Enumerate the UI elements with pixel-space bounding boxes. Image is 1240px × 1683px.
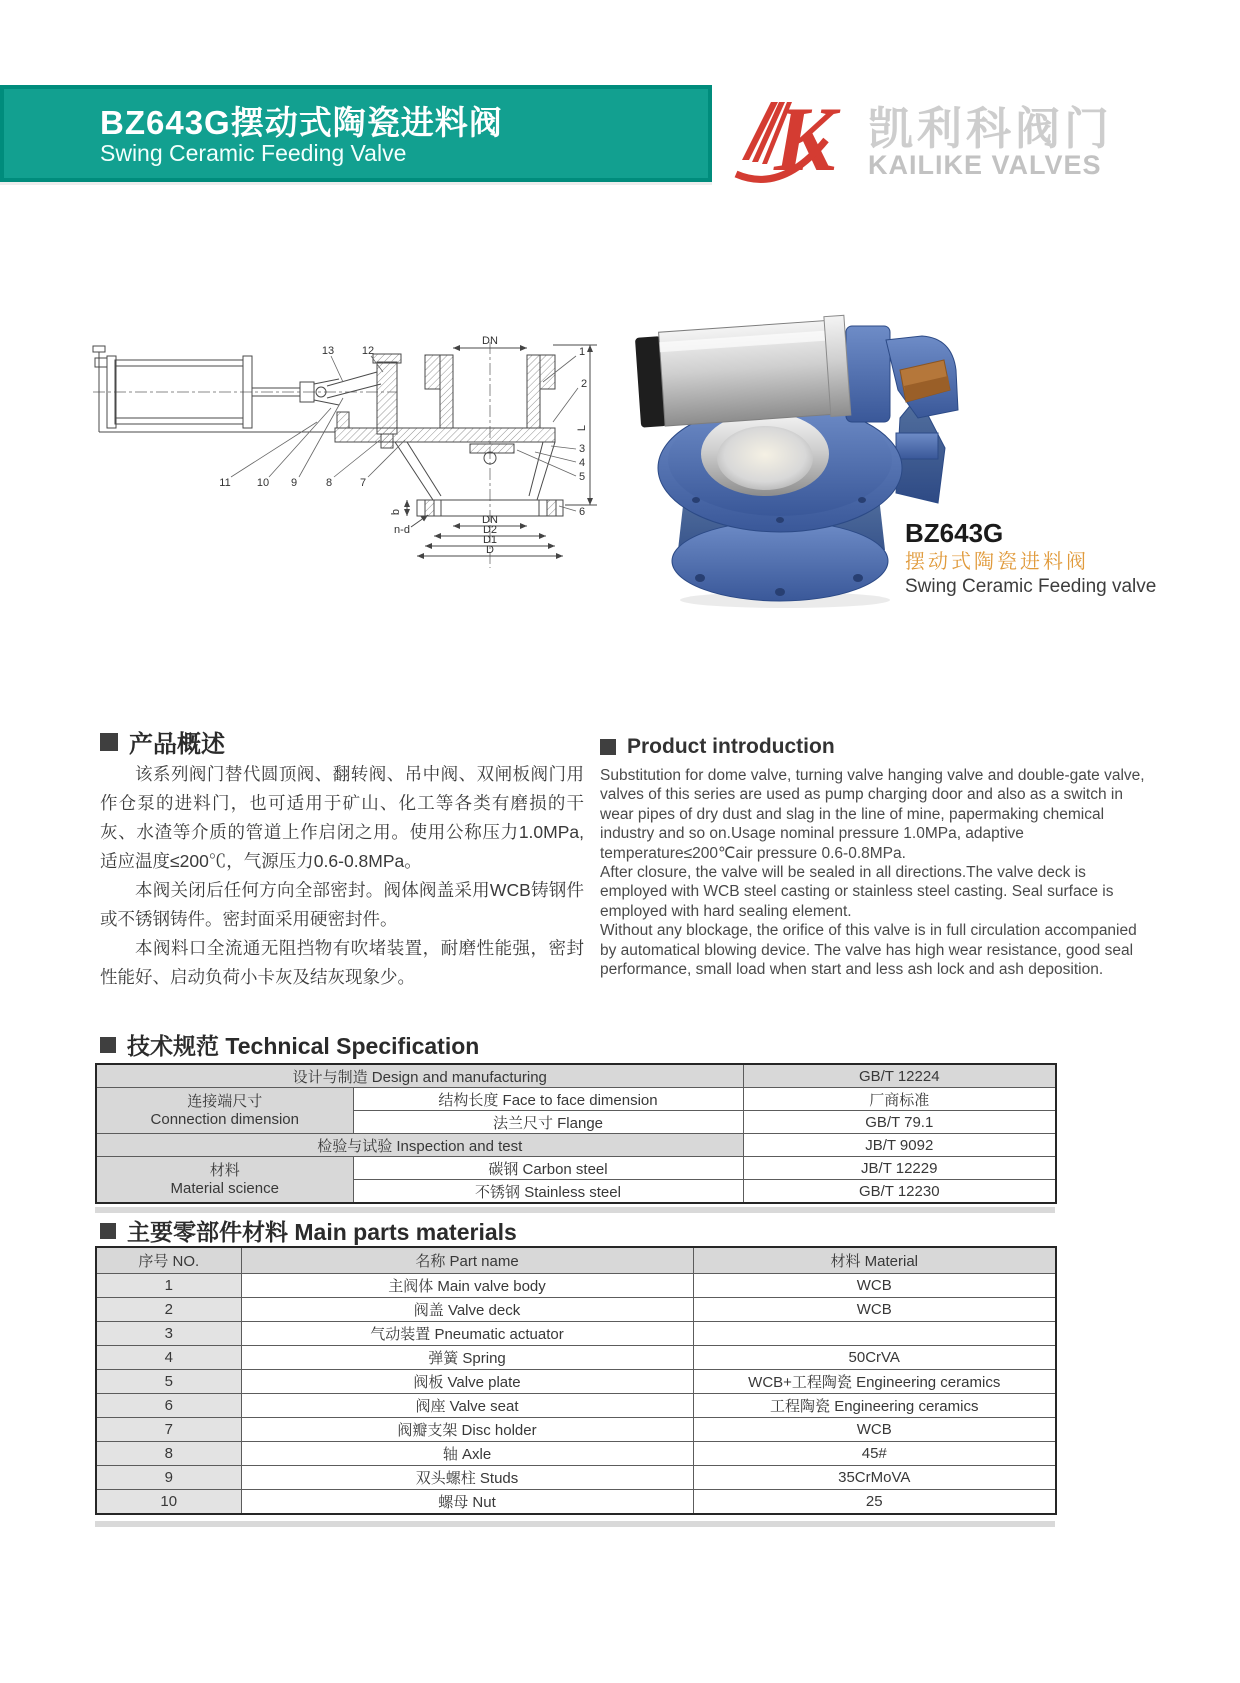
introduction-title: Product introduction xyxy=(627,735,835,758)
tech-spec-title: 技术规范 Technical Specification xyxy=(127,1033,480,1059)
overview-paragraph: 本阀关闭后任何方向全部密封。阀体阀盖采用WCB铸钢件或不锈钢铸件。密封面采用硬密封件。 xyxy=(100,880,584,929)
spec-material-label-en: Material science xyxy=(170,1179,279,1197)
part-material xyxy=(693,1322,1056,1346)
dim-dn-bottom: DN xyxy=(482,514,498,526)
part-no: 3 xyxy=(96,1322,241,1346)
part-no: 5 xyxy=(96,1370,241,1394)
part-no: 1 xyxy=(96,1274,241,1298)
spec-flange-value: GB/T 79.1 xyxy=(743,1111,1056,1134)
spec-inspection-label: 检验与试验 Inspection and test xyxy=(96,1134,743,1157)
introduction-text xyxy=(600,766,1156,979)
part-name: 阀座 Valve seat xyxy=(241,1394,693,1418)
table-header-row xyxy=(96,1247,1056,1274)
dim-n-d: n-d xyxy=(394,524,410,536)
part-material: WCB xyxy=(693,1418,1056,1442)
table-row xyxy=(96,1418,1056,1442)
part-material: WCB xyxy=(693,1298,1056,1322)
part-name: 阀瓣支架 Disc holder xyxy=(241,1418,693,1442)
part-name: 主阀体 Main valve body xyxy=(241,1274,693,1298)
introduction-paragraph: Without any blockage, the orifice of this valve is in full circulation accompanied by automatical blowing device. The valve has high wear resistance, good seal performance, small load when start and less ash lock and ash deposition. xyxy=(600,922,1137,979)
photo-caption xyxy=(905,520,1156,596)
svg-text:K: K xyxy=(774,88,836,190)
section-header-overview xyxy=(100,724,225,759)
part-name: 弹簧 Spring xyxy=(241,1346,693,1370)
tech-spec-table xyxy=(95,1063,1057,1204)
part-material: 工程陶瓷 Engineering ceramics xyxy=(693,1394,1056,1418)
page-title: BZ643G摆动式陶瓷进料阀 xyxy=(100,104,503,141)
part-no: 7 xyxy=(96,1418,241,1442)
spec-inspection-value: JB/T 9092 xyxy=(743,1134,1056,1157)
part-name: 双头螺柱 Studs xyxy=(241,1466,693,1490)
dim-dn-top: DN xyxy=(482,335,498,347)
table-row xyxy=(96,1394,1056,1418)
part-material: 25 xyxy=(693,1490,1056,1515)
table-row xyxy=(96,1322,1056,1346)
spec-face-label: 结构长度 Face to face dimension xyxy=(353,1088,743,1111)
table-row xyxy=(96,1466,1056,1490)
overview-paragraph: 本阀料口全流通无阻挡物有吹堵装置，耐磨性能强，密封性能好、启动负荷小卡灰及结灰现象少。 xyxy=(100,938,584,987)
spec-carbon-label: 碳钢 Carbon steel xyxy=(353,1157,743,1180)
spec-flange-label: 法兰尺寸 Flange xyxy=(353,1111,743,1134)
table-shadow xyxy=(95,1521,1055,1527)
part-name: 轴 Axle xyxy=(241,1442,693,1466)
section-square-icon xyxy=(100,1223,116,1239)
parts-table xyxy=(95,1246,1057,1515)
spec-design-value: GB/T 12224 xyxy=(743,1064,1056,1088)
table-shadow xyxy=(95,1207,1055,1213)
part-no: 4 xyxy=(96,1346,241,1370)
spec-connection-label-en: Connection dimension xyxy=(150,1110,299,1128)
section-header-parts xyxy=(100,1214,517,1247)
part-material: WCB+工程陶瓷 Engineering ceramics xyxy=(693,1370,1056,1394)
table-row xyxy=(96,1088,1056,1111)
dim-d2: D2 xyxy=(482,524,498,536)
drawing-callout-7: 7 xyxy=(359,477,367,489)
drawing-callout-3: 3 xyxy=(578,443,586,455)
part-no: 2 xyxy=(96,1298,241,1322)
part-name: 螺母 Nut xyxy=(241,1490,693,1515)
parts-header-no: 序号 NO. xyxy=(96,1247,241,1274)
table-row xyxy=(96,1274,1056,1298)
part-no: 10 xyxy=(96,1490,241,1515)
photo-model-label: BZ643G xyxy=(905,518,1004,548)
kailike-logo-icon xyxy=(722,88,854,197)
table-row xyxy=(96,1442,1056,1466)
part-no: 8 xyxy=(96,1442,241,1466)
parts-header-material: 材料 Material xyxy=(693,1247,1056,1274)
dim-d: D xyxy=(486,544,494,556)
technical-drawing xyxy=(85,300,605,590)
drawing-callout-2: 2 xyxy=(580,378,588,390)
part-material: 50CrVA xyxy=(693,1346,1056,1370)
part-no: 9 xyxy=(96,1466,241,1490)
spec-stainless-label: 不锈钢 Stainless steel xyxy=(353,1180,743,1204)
photo-caption-zh: 摆动式陶瓷进料阀 xyxy=(905,551,1089,573)
drawing-callout-13: 13 xyxy=(321,345,335,357)
table-row xyxy=(96,1064,1056,1088)
drawing-callout-4: 4 xyxy=(578,457,586,469)
table-row xyxy=(96,1134,1056,1157)
drawing-callout-6: 6 xyxy=(578,506,586,518)
drawing-callout-11: 11 xyxy=(219,477,231,489)
spec-design-label: 设计与制造 Design and manufacturing xyxy=(96,1064,743,1088)
section-square-icon xyxy=(600,739,616,755)
overview-text xyxy=(100,760,584,992)
part-material: 45# xyxy=(693,1442,1056,1466)
parts-header-name: 名称 Part name xyxy=(241,1247,693,1274)
part-name: 气动装置 Pneumatic actuator xyxy=(241,1322,693,1346)
table-row xyxy=(96,1490,1056,1515)
brand-name-en: KAILIKE VALVES xyxy=(868,150,1102,180)
part-material: WCB xyxy=(693,1274,1056,1298)
drawing-callout-8: 8 xyxy=(325,477,333,489)
table-row xyxy=(96,1346,1056,1370)
spec-face-value: 厂商标准 xyxy=(743,1088,1056,1111)
part-name: 阀盖 Valve deck xyxy=(241,1298,693,1322)
parts-title: 主要零部件材料 Main parts materials xyxy=(127,1219,517,1245)
drawing-callout-9: 9 xyxy=(290,477,298,489)
part-no: 6 xyxy=(96,1394,241,1418)
introduction-paragraph: After closure, the valve will be sealed in all directions.The valve deck is employed with WCB steel casting or stainless steel casting. Seal surface is employed with hard sealing element. xyxy=(600,864,1114,920)
part-name: 阀板 Valve plate xyxy=(241,1370,693,1394)
part-material: 35CrMoVA xyxy=(693,1466,1056,1490)
photo-caption-en: Swing Ceramic Feeding valve xyxy=(905,576,1157,597)
drawing-callout-10: 10 xyxy=(256,477,270,489)
introduction-paragraph: Substitution for dome valve, turning valve hanging valve and double-gate valve, valves of this series are used as pump charging door and also as a switch in wear pipes of dry dust and slag in the line of mine, papermaking chemical industry and so on.Usage nominal pressure 1.0MPa, adaptive temperature≤200℃air pressure 0.6-0.8MPa. xyxy=(600,767,1145,862)
spec-material-label xyxy=(96,1157,353,1204)
spec-stainless-value: GB/T 12230 xyxy=(743,1180,1056,1204)
spec-carbon-value: JB/T 12229 xyxy=(743,1157,1056,1180)
drawing-callout-5: 5 xyxy=(578,471,586,483)
table-row xyxy=(96,1298,1056,1322)
dim-l: L xyxy=(576,424,588,432)
section-header-tech-spec xyxy=(100,1028,479,1061)
spec-material-label-zh: 材料 xyxy=(209,1161,240,1179)
spec-connection-label xyxy=(96,1088,353,1134)
section-square-icon xyxy=(100,1037,116,1053)
page-subtitle: Swing Ceramic Feeding Valve xyxy=(100,140,407,166)
table-row xyxy=(96,1157,1056,1180)
spec-connection-label-zh: 连接端尺寸 xyxy=(187,1092,263,1110)
drawing-callout-12: 12 xyxy=(361,345,375,357)
table-row xyxy=(96,1370,1056,1394)
overview-title: 产品概述 xyxy=(129,731,225,758)
drawing-callout-1: 1 xyxy=(578,346,586,358)
dim-d1: D1 xyxy=(482,534,498,546)
section-header-introduction xyxy=(600,735,835,759)
overview-paragraph: 该系列阀门替代圆顶阀、翻转阀、吊中阀、双闸板阀门用作仓泵的进料门，也可适用于矿山、化工等各类有磨损的干灰、水渣等介质的管道上作启闭之用。使用公称压力1.0MPa,适应温度≤200℃，气源压力0.6-0.8MPa。 xyxy=(100,764,584,871)
section-square-icon xyxy=(100,733,118,751)
brand-name-zh: 凯利科阀门 xyxy=(868,103,1114,154)
dim-b: b xyxy=(390,508,402,516)
